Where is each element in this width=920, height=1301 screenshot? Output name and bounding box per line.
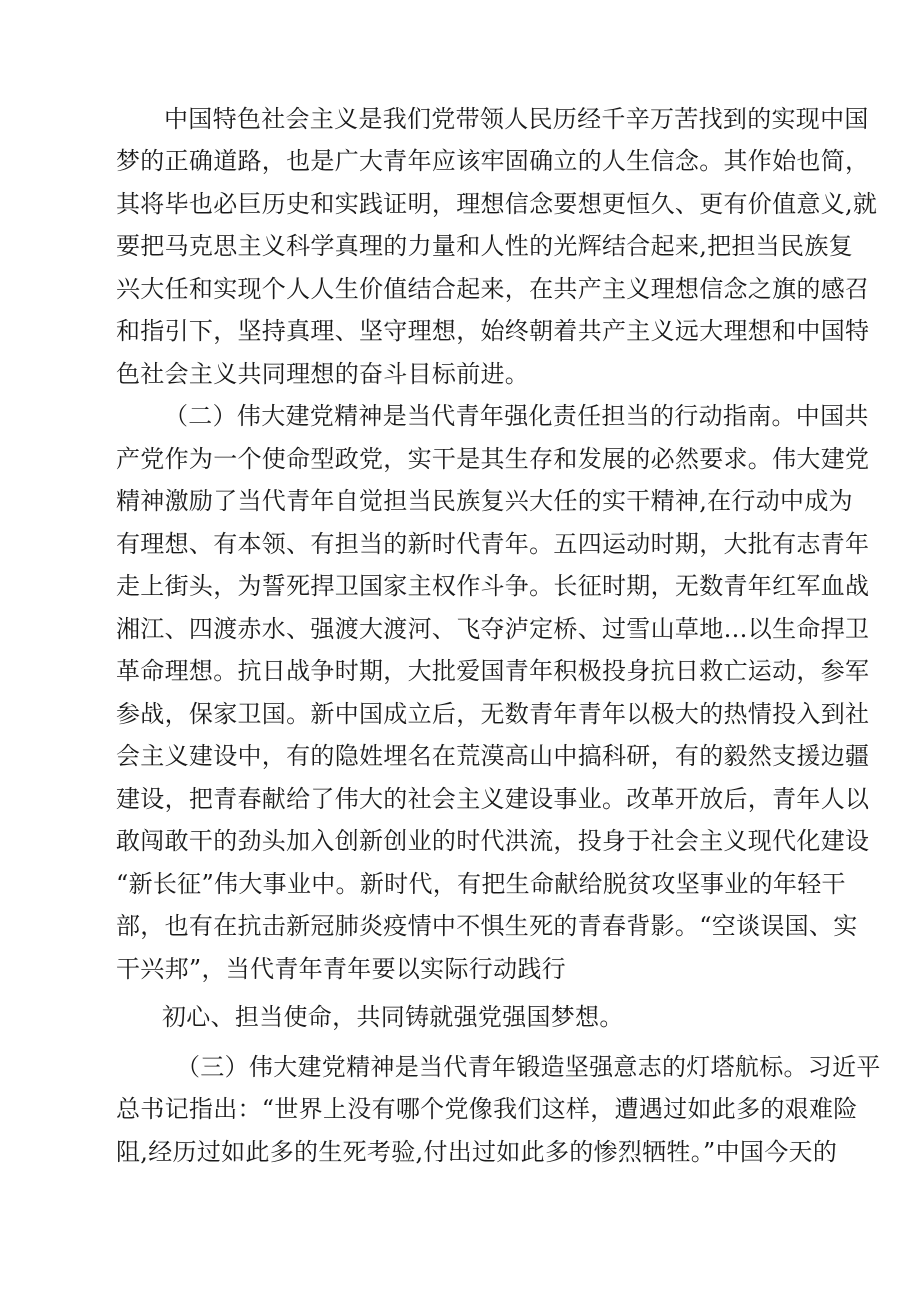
paragraph-2-line-5: 走上街头，为誓死捍卫国家主权作斗争。长征时期，无数青年红军血战: [116, 572, 870, 600]
paragraph-1-line-2: 梦的正确道路，也是广大青年应该牢固确立的人生信念。其作始也简，: [116, 147, 870, 175]
paragraph-4-line-3: 阻,经历过如此多的生死考验,付出过如此多的惨烈牺牲。”中国今天的: [116, 1138, 838, 1166]
paragraph-2-line-12: “新长征”伟大事业中。新时代，有把生命献给脱贫攻坚事业的年轻干: [116, 870, 846, 898]
paragraph-2-line-9: 会主义建设中，有的隐姓埋名在荒漠高山中搞科研，有的毅然支援边疆: [116, 742, 870, 770]
paragraph-1-line-3: 其将毕也必巨历史和实践证明，理想信念要想更恒久、更有价值意义,就: [116, 190, 878, 218]
paragraph-2-line-10: 建设，把青春献给了伟大的社会主义建设事业。改革开放后，青年人以: [116, 785, 870, 813]
paragraph-3-line-1: 初心、担当使命，共同铸就强党强国梦想。: [162, 1003, 624, 1031]
paragraph-2-line-4: 有理想、有本领、有担当的新时代青年。五四运动时期，大批有志青年: [116, 530, 870, 558]
paragraph-4-line-2: 总书记指出：“世界上没有哪个党像我们这样，遭遇过如此多的艰难险: [116, 1095, 858, 1123]
paragraph-1-line-6: 和指引下，坚持真理、坚守理想，始终朝着共产主义远大理想和中国特: [116, 317, 870, 345]
paragraph-2-line-8: 参战，保家卫国。新中国成立后，无数青年青年以极大的热情投入到社: [116, 700, 870, 728]
paragraph-2-line-13: 部，也有在抗击新冠肺炎疫情中不惧生死的青春背影。“空谈误国、实: [116, 912, 858, 940]
paragraph-2-line-2: 产党作为一个使命型政党，实干是其生存和发展的必然要求。伟大建党: [116, 445, 870, 473]
paragraph-2-line-7: 革命理想。抗日战争时期，大批爱国青年积极投身抗日救亡运动，参军: [116, 657, 870, 685]
paragraph-1-line-7: 色社会主义共同理想的奋斗目标前进。: [116, 360, 530, 388]
paragraph-4-line-1: （三）伟大建党精神是当代青年锻造坚强意志的灯塔航标。习近平: [176, 1053, 881, 1081]
paragraph-1-line-5: 兴大任和实现个人人生价值结合起来，在共产主义理想信念之旗的感召: [116, 275, 870, 303]
paragraph-1-line-4: 要把马克思主义科学真理的力量和人性的光辉结合起来,把担当民族复: [116, 232, 853, 260]
paragraph-1-line-1: 中国特色社会主义是我们党带领人民历经千辛万苦找到的实现中国: [164, 105, 869, 133]
paragraph-2-line-1: （二）伟大建党精神是当代青年强化责任担当的行动指南。中国共: [164, 402, 869, 430]
paragraph-2-line-3: 精神激励了当代青年自觉担当民族复兴大任的实干精神,在行动中成为: [116, 487, 853, 515]
paragraph-2-line-11: 敢闯敢干的劲头加入创新创业的时代洪流，投身于社会主义现代化建设: [116, 827, 870, 855]
paragraph-2-line-6: 湘江、四渡赤水、强渡大渡河、飞夺泸定桥、过雪山草地…以生命捍卫: [116, 615, 870, 643]
paragraph-2-line-14: 干兴邦”，当代青年青年要以实际行动践行: [116, 955, 566, 983]
